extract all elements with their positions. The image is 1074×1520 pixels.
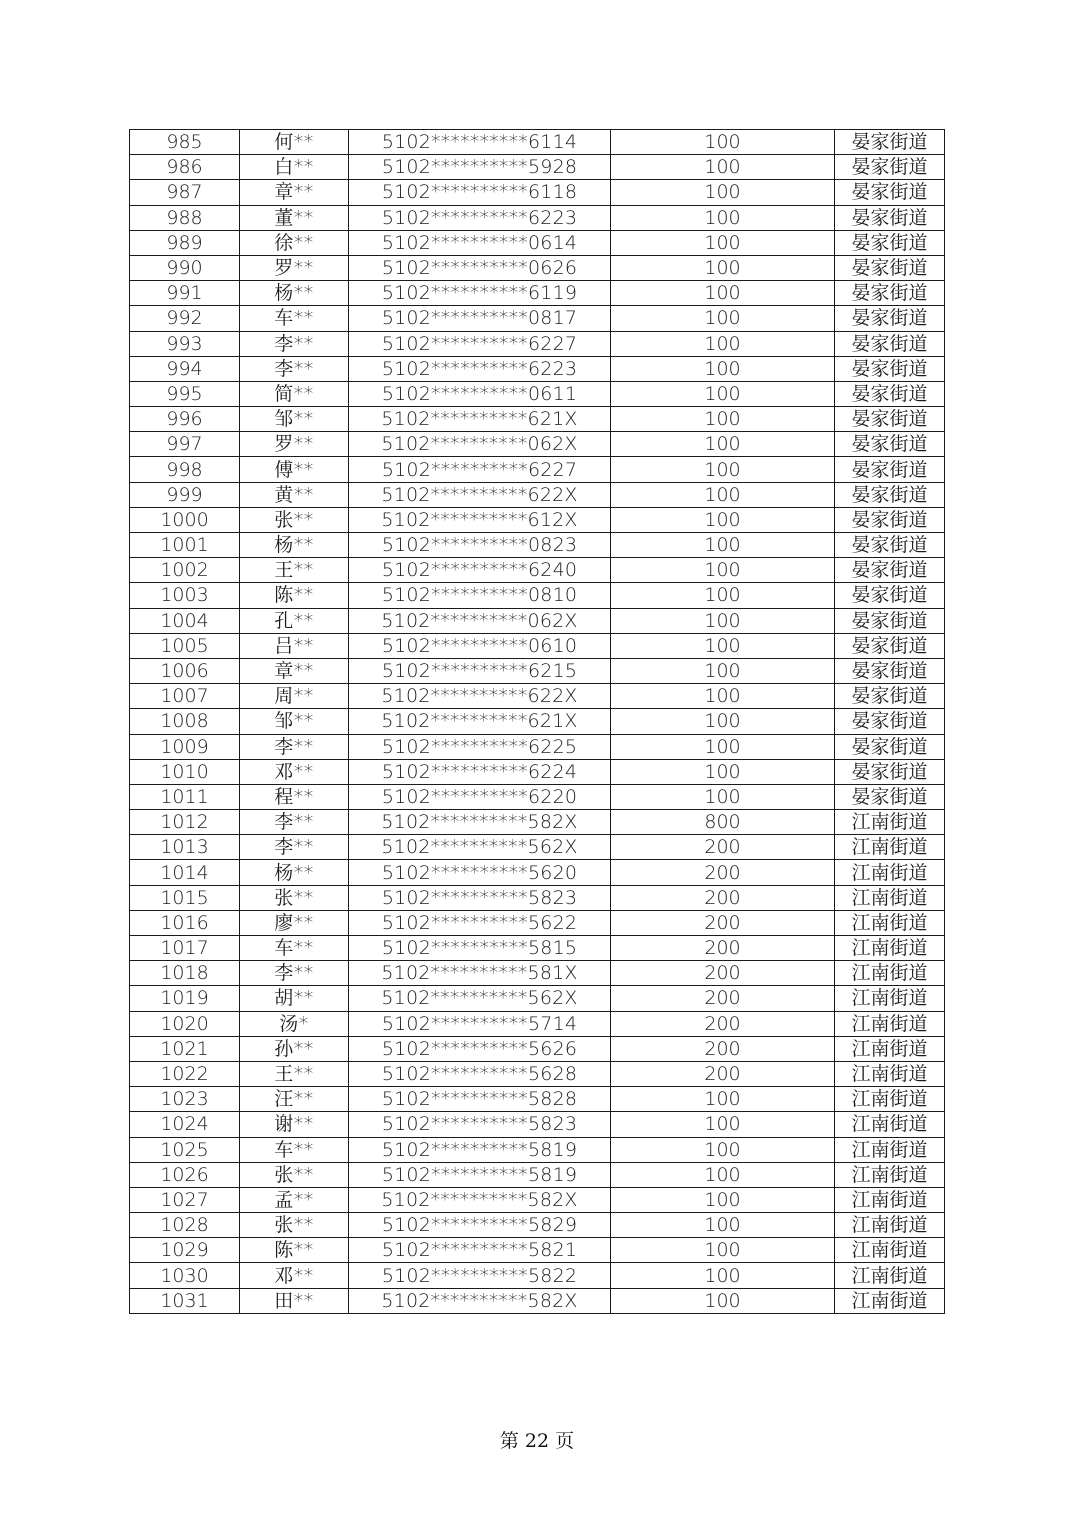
table-row [130,1137,945,1162]
street-cell: 晏家街道 [835,381,945,406]
name-cell: 王** [240,558,349,583]
street-cell: 晏家街道 [835,306,945,331]
name-cell: 简** [240,381,349,406]
amount-cell: 100 [611,507,835,532]
row-number-cell: 990 [130,255,240,280]
street-cell: 晏家街道 [835,356,945,381]
amount-cell: 100 [611,130,835,155]
name-cell: 章** [240,180,349,205]
street-cell: 江南街道 [835,1112,945,1137]
row-number-cell: 1015 [130,885,240,910]
id-number-cell: 5102**********5828 [349,1087,611,1112]
row-number-cell: 1010 [130,759,240,784]
name-cell: 杨** [240,860,349,885]
name-cell: 张** [240,507,349,532]
id-number-cell: 5102**********582X [349,1288,611,1313]
amount-cell: 100 [611,1162,835,1187]
row-number-cell: 993 [130,331,240,356]
name-cell: 何** [240,130,349,155]
id-number-cell: 5102**********062X [349,432,611,457]
row-number-cell: 991 [130,281,240,306]
name-cell: 吕** [240,633,349,658]
street-cell: 晏家街道 [835,130,945,155]
amount-cell: 100 [611,205,835,230]
row-number-cell: 996 [130,407,240,432]
street-cell: 江南街道 [835,860,945,885]
name-cell: 李** [240,835,349,860]
id-number-cell: 5102**********6225 [349,734,611,759]
name-cell: 汤* [240,1011,349,1036]
id-number-cell: 5102**********5622 [349,910,611,935]
amount-cell: 100 [611,255,835,280]
name-cell: 汪** [240,1087,349,1112]
street-cell: 江南街道 [835,961,945,986]
street-cell: 江南街道 [835,1087,945,1112]
page-number: 第 22 页 [499,1430,575,1452]
row-number-cell: 1027 [130,1187,240,1212]
amount-cell: 100 [611,1112,835,1137]
row-number-cell: 1025 [130,1137,240,1162]
amount-cell: 100 [611,658,835,683]
amount-cell: 100 [611,1187,835,1212]
row-number-cell: 1004 [130,608,240,633]
amount-cell: 100 [611,407,835,432]
amount-cell: 800 [611,810,835,835]
table-row [130,810,945,835]
table-row [130,1162,945,1187]
row-number-cell: 999 [130,482,240,507]
name-cell: 张** [240,1162,349,1187]
name-cell: 陈** [240,1238,349,1263]
row-number-cell: 989 [130,230,240,255]
table-row [130,608,945,633]
amount-cell: 100 [611,1213,835,1238]
amount-cell: 200 [611,1011,835,1036]
row-number-cell: 1016 [130,910,240,935]
street-cell: 晏家街道 [835,684,945,709]
street-cell: 江南街道 [835,1011,945,1036]
name-cell: 傅** [240,457,349,482]
id-number-cell: 5102**********622X [349,482,611,507]
street-cell: 晏家街道 [835,331,945,356]
amount-cell: 100 [611,533,835,558]
street-cell: 晏家街道 [835,205,945,230]
row-number-cell: 1012 [130,810,240,835]
row-number-cell: 998 [130,457,240,482]
amount-cell: 200 [611,961,835,986]
amount-cell: 100 [611,1087,835,1112]
roster-table-body [130,130,945,1314]
id-number-cell: 5102**********5815 [349,936,611,961]
table-row [130,507,945,532]
table-row [130,1187,945,1212]
id-number-cell: 5102**********5928 [349,155,611,180]
id-number-cell: 5102**********5626 [349,1036,611,1061]
id-number-cell: 5102**********6224 [349,759,611,784]
street-cell: 江南街道 [835,986,945,1011]
street-cell: 晏家街道 [835,457,945,482]
amount-cell: 200 [611,1036,835,1061]
name-cell: 李** [240,356,349,381]
id-number-cell: 5102**********0626 [349,255,611,280]
name-cell: 周** [240,684,349,709]
amount-cell: 100 [611,558,835,583]
row-number-cell: 1031 [130,1288,240,1313]
name-cell: 邹** [240,407,349,432]
id-number-cell: 5102**********612X [349,507,611,532]
street-cell: 江南街道 [835,1061,945,1086]
name-cell: 谢** [240,1112,349,1137]
street-cell: 江南街道 [835,835,945,860]
id-number-cell: 5102**********582X [349,810,611,835]
amount-cell: 100 [611,583,835,608]
id-number-cell: 5102**********5822 [349,1263,611,1288]
row-number-cell: 1001 [130,533,240,558]
street-cell: 晏家街道 [835,180,945,205]
street-cell: 晏家街道 [835,558,945,583]
name-cell: 白** [240,155,349,180]
amount-cell: 100 [611,1137,835,1162]
row-number-cell: 1000 [130,507,240,532]
name-cell: 车** [240,936,349,961]
street-cell: 晏家街道 [835,583,945,608]
amount-cell: 200 [611,885,835,910]
name-cell: 徐** [240,230,349,255]
table-row [130,633,945,658]
id-number-cell: 5102**********0610 [349,633,611,658]
name-cell: 章** [240,658,349,683]
amount-cell: 100 [611,633,835,658]
row-number-cell: 1002 [130,558,240,583]
amount-cell: 100 [611,155,835,180]
table-row [130,306,945,331]
amount-cell: 100 [611,608,835,633]
amount-cell: 200 [611,835,835,860]
street-cell: 晏家街道 [835,230,945,255]
name-cell: 李** [240,734,349,759]
name-cell: 罗** [240,432,349,457]
name-cell: 罗** [240,255,349,280]
id-number-cell: 5102**********6240 [349,558,611,583]
row-number-cell: 1028 [130,1213,240,1238]
row-number-cell: 994 [130,356,240,381]
id-number-cell: 5102**********582X [349,1187,611,1212]
street-cell: 江南街道 [835,1036,945,1061]
id-number-cell: 5102**********5821 [349,1238,611,1263]
row-number-cell: 1008 [130,709,240,734]
row-number-cell: 1023 [130,1087,240,1112]
table-row [130,533,945,558]
id-number-cell: 5102**********0823 [349,533,611,558]
name-cell: 杨** [240,281,349,306]
street-cell: 晏家街道 [835,255,945,280]
id-number-cell: 5102**********562X [349,986,611,1011]
amount-cell: 100 [611,432,835,457]
table-row [130,482,945,507]
id-number-cell: 5102**********5823 [349,885,611,910]
street-cell: 晏家街道 [835,734,945,759]
id-number-cell: 5102**********5829 [349,1213,611,1238]
row-number-cell: 1013 [130,835,240,860]
table-row [130,1087,945,1112]
amount-cell: 100 [611,331,835,356]
row-number-cell: 1011 [130,784,240,809]
street-cell: 江南街道 [835,1162,945,1187]
street-cell: 晏家街道 [835,533,945,558]
name-cell: 张** [240,885,349,910]
table-row [130,784,945,809]
street-cell: 晏家街道 [835,709,945,734]
row-number-cell: 1024 [130,1112,240,1137]
amount-cell: 100 [611,482,835,507]
table-row [130,910,945,935]
id-number-cell: 5102**********581X [349,961,611,986]
row-number-cell: 1022 [130,1061,240,1086]
id-number-cell: 5102**********5714 [349,1011,611,1036]
table-row [130,961,945,986]
id-number-cell: 5102**********6114 [349,130,611,155]
id-number-cell: 5102**********6220 [349,784,611,809]
table-row [130,583,945,608]
name-cell: 邹** [240,709,349,734]
street-cell: 晏家街道 [835,281,945,306]
row-number-cell: 1006 [130,658,240,683]
table-row [130,1061,945,1086]
name-cell: 董** [240,205,349,230]
name-cell: 李** [240,331,349,356]
amount-cell: 100 [611,1288,835,1313]
id-number-cell: 5102**********621X [349,407,611,432]
table-row [130,180,945,205]
table-row [130,558,945,583]
street-cell: 晏家街道 [835,432,945,457]
row-number-cell: 1029 [130,1238,240,1263]
row-number-cell: 1003 [130,583,240,608]
table-row [130,432,945,457]
table-row [130,658,945,683]
row-number-cell: 1014 [130,860,240,885]
amount-cell: 100 [611,230,835,255]
id-number-cell: 5102**********5620 [349,860,611,885]
id-number-cell: 5102**********6215 [349,658,611,683]
amount-cell: 100 [611,306,835,331]
row-number-cell: 1009 [130,734,240,759]
amount-cell: 100 [611,281,835,306]
amount-cell: 100 [611,457,835,482]
id-number-cell: 5102**********5823 [349,1112,611,1137]
id-number-cell: 5102**********6119 [349,281,611,306]
row-number-cell: 992 [130,306,240,331]
street-cell: 晏家街道 [835,482,945,507]
row-number-cell: 1007 [130,684,240,709]
table-row [130,1036,945,1061]
table-row [130,1263,945,1288]
id-number-cell: 5102**********5819 [349,1137,611,1162]
table-row [130,986,945,1011]
table-row [130,356,945,381]
table-row [130,1213,945,1238]
amount-cell: 100 [611,684,835,709]
amount-cell: 100 [611,381,835,406]
street-cell: 江南街道 [835,1238,945,1263]
id-number-cell: 5102**********6227 [349,457,611,482]
name-cell: 张** [240,1213,349,1238]
table-row [130,155,945,180]
row-number-cell: 1030 [130,1263,240,1288]
id-number-cell: 5102**********6223 [349,205,611,230]
table-row [130,205,945,230]
amount-cell: 200 [611,910,835,935]
street-cell: 江南街道 [835,885,945,910]
row-number-cell: 1021 [130,1036,240,1061]
table-row [130,230,945,255]
id-number-cell: 5102**********6118 [349,180,611,205]
row-number-cell: 997 [130,432,240,457]
row-number-cell: 987 [130,180,240,205]
name-cell: 李** [240,810,349,835]
table-row [130,457,945,482]
name-cell: 孔** [240,608,349,633]
name-cell: 胡** [240,986,349,1011]
amount-cell: 200 [611,1061,835,1086]
amount-cell: 100 [611,734,835,759]
name-cell: 车** [240,306,349,331]
street-cell: 晏家街道 [835,507,945,532]
table-row [130,835,945,860]
name-cell: 田** [240,1288,349,1313]
table-row [130,407,945,432]
amount-cell: 200 [611,936,835,961]
table-row [130,381,945,406]
id-number-cell: 5102**********6227 [349,331,611,356]
row-number-cell: 1005 [130,633,240,658]
name-cell: 杨** [240,533,349,558]
amount-cell: 100 [611,1238,835,1263]
id-number-cell: 5102**********5819 [349,1162,611,1187]
street-cell: 晏家街道 [835,608,945,633]
id-number-cell: 5102**********0611 [349,381,611,406]
id-number-cell: 5102**********621X [349,709,611,734]
id-number-cell: 5102**********562X [349,835,611,860]
table-row [130,759,945,784]
table-row [130,255,945,280]
table-row [130,281,945,306]
id-number-cell: 5102**********062X [349,608,611,633]
table-row [130,860,945,885]
name-cell: 陈** [240,583,349,608]
id-number-cell: 5102**********5628 [349,1061,611,1086]
street-cell: 江南街道 [835,1137,945,1162]
table-row [130,885,945,910]
street-cell: 江南街道 [835,1263,945,1288]
name-cell: 车** [240,1137,349,1162]
row-number-cell: 1018 [130,961,240,986]
row-number-cell: 986 [130,155,240,180]
id-number-cell: 5102**********622X [349,684,611,709]
roster-table [129,129,945,1314]
street-cell: 江南街道 [835,1187,945,1212]
id-number-cell: 5102**********0614 [349,230,611,255]
table-row [130,709,945,734]
name-cell: 程** [240,784,349,809]
id-number-cell: 5102**********0810 [349,583,611,608]
table-row [130,1112,945,1137]
amount-cell: 100 [611,356,835,381]
table-row [130,1011,945,1036]
name-cell: 黄** [240,482,349,507]
table-row [130,734,945,759]
amount-cell: 200 [611,986,835,1011]
amount-cell: 100 [611,759,835,784]
amount-cell: 100 [611,1263,835,1288]
street-cell: 晏家街道 [835,155,945,180]
table-row [130,331,945,356]
row-number-cell: 988 [130,205,240,230]
street-cell: 晏家街道 [835,407,945,432]
row-number-cell: 1019 [130,986,240,1011]
amount-cell: 100 [611,784,835,809]
table-row [130,684,945,709]
table-row [130,1288,945,1313]
street-cell: 晏家街道 [835,784,945,809]
row-number-cell: 985 [130,130,240,155]
street-cell: 江南街道 [835,1213,945,1238]
row-number-cell: 995 [130,381,240,406]
street-cell: 晏家街道 [835,658,945,683]
row-number-cell: 1026 [130,1162,240,1187]
name-cell: 邓** [240,1263,349,1288]
name-cell: 邓** [240,759,349,784]
name-cell: 李** [240,961,349,986]
amount-cell: 200 [611,860,835,885]
name-cell: 王** [240,1061,349,1086]
street-cell: 江南街道 [835,936,945,961]
name-cell: 孙** [240,1036,349,1061]
amount-cell: 100 [611,180,835,205]
row-number-cell: 1017 [130,936,240,961]
row-number-cell: 1020 [130,1011,240,1036]
amount-cell: 100 [611,709,835,734]
name-cell: 孟** [240,1187,349,1212]
street-cell: 晏家街道 [835,759,945,784]
street-cell: 江南街道 [835,910,945,935]
street-cell: 江南街道 [835,810,945,835]
street-cell: 晏家街道 [835,633,945,658]
id-number-cell: 5102**********6223 [349,356,611,381]
table-row [130,936,945,961]
street-cell: 江南街道 [835,1288,945,1313]
table-row [130,1238,945,1263]
name-cell: 廖** [240,910,349,935]
table-row [130,130,945,155]
id-number-cell: 5102**********0817 [349,306,611,331]
